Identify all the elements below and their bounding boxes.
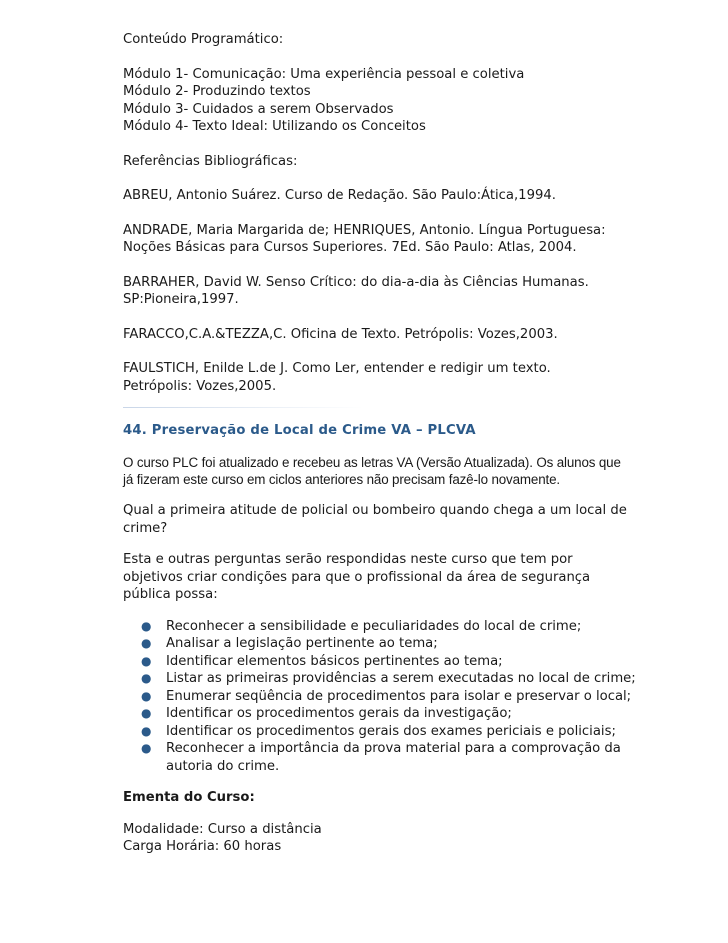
course-intro [123, 551, 653, 604]
list-item-text: Reconhecer a sensibilidade e peculiaridades do local de crime; [166, 618, 582, 634]
list-item-text: Reconhecer a importância da prova material para a comprovação da [166, 741, 621, 756]
reference-line: ANDRADE, Maria Margarida de; HENRIQUES, Antonio. Língua Portuguesa: [123, 222, 606, 238]
list-item-text: Listar as primeiras providências a serem executadas no local de crime; [166, 671, 636, 686]
reference-line: Noções Básicas para Cursos Superiores. 7Ed. São Paulo: Atlas, 2004. [123, 240, 577, 255]
list-item-text: Enumerar seqüência de procedimentos para isolar e preservar o local; [166, 688, 632, 704]
bullet-icon: ● [141, 636, 152, 650]
module-item: Módulo 2- Produzindo textos [123, 84, 311, 99]
bullet-icon: ● [141, 723, 152, 738]
list-item [141, 723, 653, 741]
intro-line: objetivos criar condições para que o profissional da área de segurança [123, 569, 591, 585]
module-list [123, 66, 653, 136]
question-line: Qual a primeira atitude de policial ou bombeiro quando chega a um local de [123, 503, 627, 518]
reference-line: ABREU, Antonio Suárez. Curso de Redação. São Paulo:Ática,1994. [123, 188, 556, 203]
reference-line: FARACCO,C.A.&TEZZA,C. Oficina de Texto. Petrópolis: Vozes,2003. [123, 326, 558, 342]
reference-line: BARRAHER, David W. Senso Crítico: do dia-a-dia às Ciências Humanas. [123, 274, 589, 290]
list-item-text: Analisar a legislação pertinente ao tema; [166, 636, 438, 651]
update-notice [123, 454, 653, 488]
section-divider [123, 407, 363, 408]
references-heading: Referências Bibliográficas: [123, 153, 298, 169]
reference-line: SP:Pioneira,1997. [123, 292, 239, 307]
reference-line: Petrópolis: Vozes,2005. [123, 378, 277, 394]
intro-line: Esta e outras perguntas serão respondidas neste curso que tem por [123, 552, 573, 567]
list-item-text: Identificar os procedimentos gerais da investigação; [166, 706, 512, 721]
list-item [141, 653, 653, 671]
modality-text: Modalidade: Curso a distância [123, 821, 322, 837]
bullet-icon: ● [141, 688, 152, 703]
bullet-icon: ● [141, 706, 152, 720]
content-heading: Conteúdo Programático: [123, 32, 284, 47]
module-item: Módulo 1- Comunicação: Uma experiência pessoal e coletiva [123, 66, 525, 82]
module-item: Módulo 4- Texto Ideal: Utilizando os Conceitos [123, 119, 426, 134]
list-item-text: Identificar elementos básicos pertinentes ao tema; [166, 653, 503, 669]
update-notice-line: O curso PLC foi atualizado e recebeu as letras VA (Versão Atualizada). Os alunos que [123, 455, 621, 470]
list-item [141, 688, 653, 706]
bullet-icon: ● [141, 671, 152, 685]
reference-entry [123, 274, 653, 309]
intro-line: pública possa: [123, 587, 218, 602]
workload-text: Carga Horária: 60 horas [123, 839, 282, 854]
document-page [123, 31, 653, 856]
question-line: crime? [123, 520, 168, 536]
reference-line: FAULSTICH, Enilde L.de J. Como Ler, entender e redigir um texto. [123, 361, 551, 376]
list-item-text: Identificar os procedimentos gerais dos exames periciais e policiais; [166, 723, 616, 739]
reference-entry [123, 360, 653, 395]
reference-entry [123, 187, 653, 205]
list-item [141, 635, 653, 653]
list-item [141, 618, 653, 636]
reference-entry [123, 222, 653, 257]
course-question [123, 502, 653, 537]
update-notice-line: já fizeram este curso em ciclos anteriores não precisam fazê-lo novamente. [123, 472, 560, 487]
list-item-text: autoria do crime. [166, 758, 280, 774]
ementa-heading: Ementa do Curso: [123, 790, 255, 805]
bullet-icon: ● [141, 741, 152, 755]
list-item [141, 670, 653, 688]
module-item: Módulo 3- Cuidados a serem Observados [123, 101, 394, 117]
list-item [141, 705, 653, 723]
bullet-icon: ● [141, 618, 152, 633]
bullet-icon: ● [141, 653, 152, 668]
list-item [141, 740, 653, 775]
reference-entry [123, 326, 653, 344]
objectives-list [123, 618, 653, 776]
course-title: 44. Preservação de Local de Crime VA – PLCVA [123, 423, 476, 438]
